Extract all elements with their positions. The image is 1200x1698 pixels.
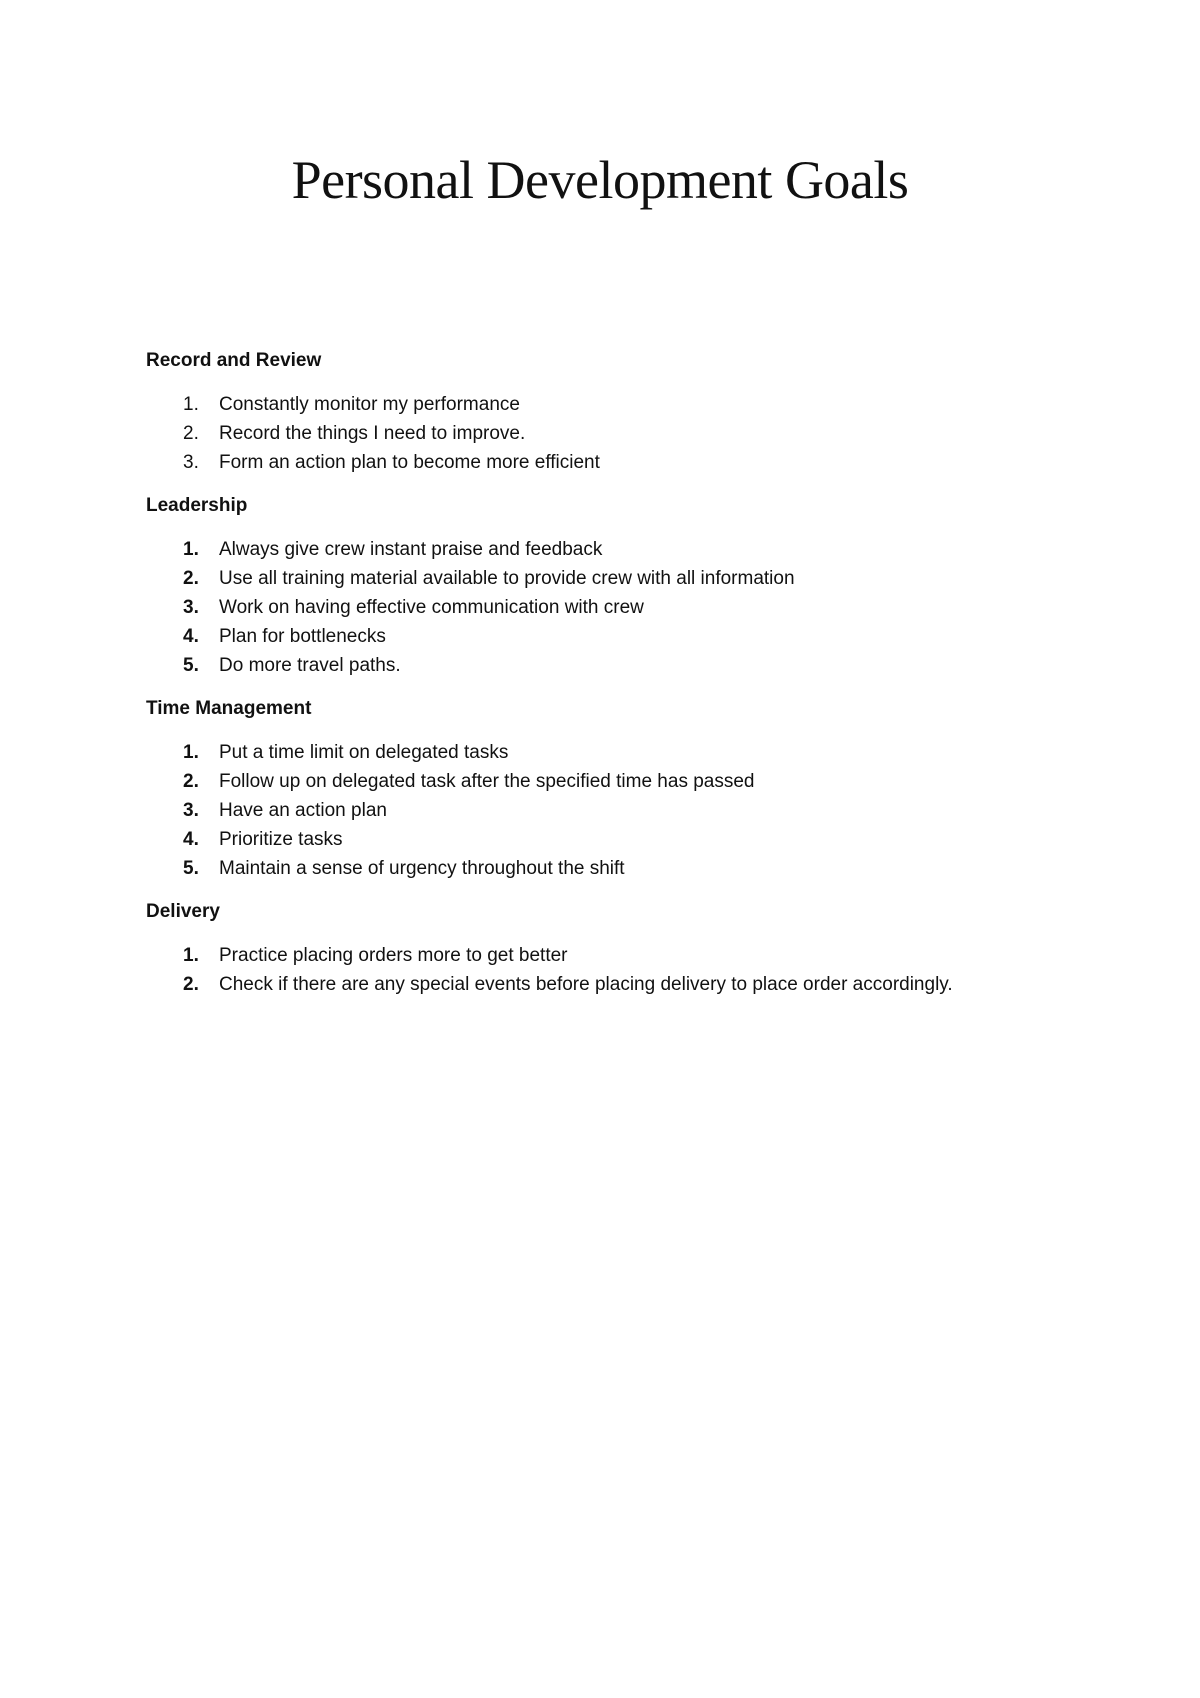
- list-item: [146, 564, 1106, 593]
- list-item: [146, 941, 1106, 970]
- section-record-and-review: [146, 346, 1106, 477]
- list-item-text: Always give crew instant praise and feedback: [219, 539, 603, 560]
- list-number: 4.: [183, 829, 199, 850]
- section-heading: Time Management: [146, 698, 312, 719]
- list-item-text: Prioritize tasks: [219, 829, 343, 850]
- list-number: 2.: [183, 423, 199, 444]
- list-item-text: Use all training material available to provide crew with all information: [219, 568, 795, 589]
- list-number: 2.: [183, 771, 199, 792]
- list-item: [146, 593, 1106, 622]
- section-time-management: [146, 694, 1106, 883]
- document-title: Personal Development Goals: [291, 150, 909, 210]
- list-number: 1.: [183, 945, 199, 966]
- list-item: [146, 651, 1106, 680]
- list-item-text: Put a time limit on delegated tasks: [219, 742, 509, 763]
- list-item-text: Record the things I need to improve.: [219, 423, 526, 444]
- list-item-text: Follow up on delegated task after the specified time has passed: [219, 771, 755, 792]
- section-heading: Leadership: [146, 495, 248, 516]
- list-number: 3.: [183, 597, 199, 618]
- goal-list: [146, 941, 1106, 999]
- list-item-text: Practice placing orders more to get better: [219, 945, 568, 966]
- list-item-text: Constantly monitor my performance: [219, 394, 520, 415]
- goal-list: [146, 738, 1106, 883]
- list-number: 3.: [183, 452, 199, 473]
- list-number: 1.: [183, 539, 199, 560]
- list-item-text: Plan for bottlenecks: [219, 626, 386, 647]
- list-item-text: Check if there are any special events before placing delivery to place order accordingly.: [219, 974, 953, 995]
- goal-list: [146, 535, 1106, 680]
- list-number: 2.: [183, 568, 199, 589]
- section-leadership: [146, 491, 1106, 680]
- list-item: [146, 796, 1106, 825]
- list-item: [146, 448, 1106, 477]
- list-item: [146, 622, 1106, 651]
- section-heading: Record and Review: [146, 350, 322, 371]
- goal-list: [146, 390, 1106, 477]
- list-number: 2.: [183, 974, 199, 995]
- list-item-text: Maintain a sense of urgency throughout the shift: [219, 858, 625, 879]
- list-item: [146, 390, 1106, 419]
- section-heading: Delivery: [146, 901, 220, 922]
- list-item-text: Work on having effective communication with crew: [219, 597, 644, 618]
- list-item: [146, 767, 1106, 796]
- list-item-text: Form an action plan to become more efficient: [219, 452, 600, 473]
- list-number: 5.: [183, 858, 199, 879]
- list-number: 5.: [183, 655, 199, 676]
- list-item: [146, 535, 1106, 564]
- list-item: [146, 970, 1106, 999]
- list-item-text: Do more travel paths.: [219, 655, 401, 676]
- list-number: 1.: [183, 742, 199, 763]
- list-item: [146, 854, 1106, 883]
- list-item: [146, 825, 1106, 854]
- list-number: 3.: [183, 800, 199, 821]
- list-number: 1.: [183, 394, 199, 415]
- list-item: [146, 738, 1106, 767]
- list-item-text: Have an action plan: [219, 800, 387, 821]
- list-item: [146, 419, 1106, 448]
- section-delivery: [146, 897, 1106, 999]
- list-number: 4.: [183, 626, 199, 647]
- document-body: [146, 346, 1106, 1013]
